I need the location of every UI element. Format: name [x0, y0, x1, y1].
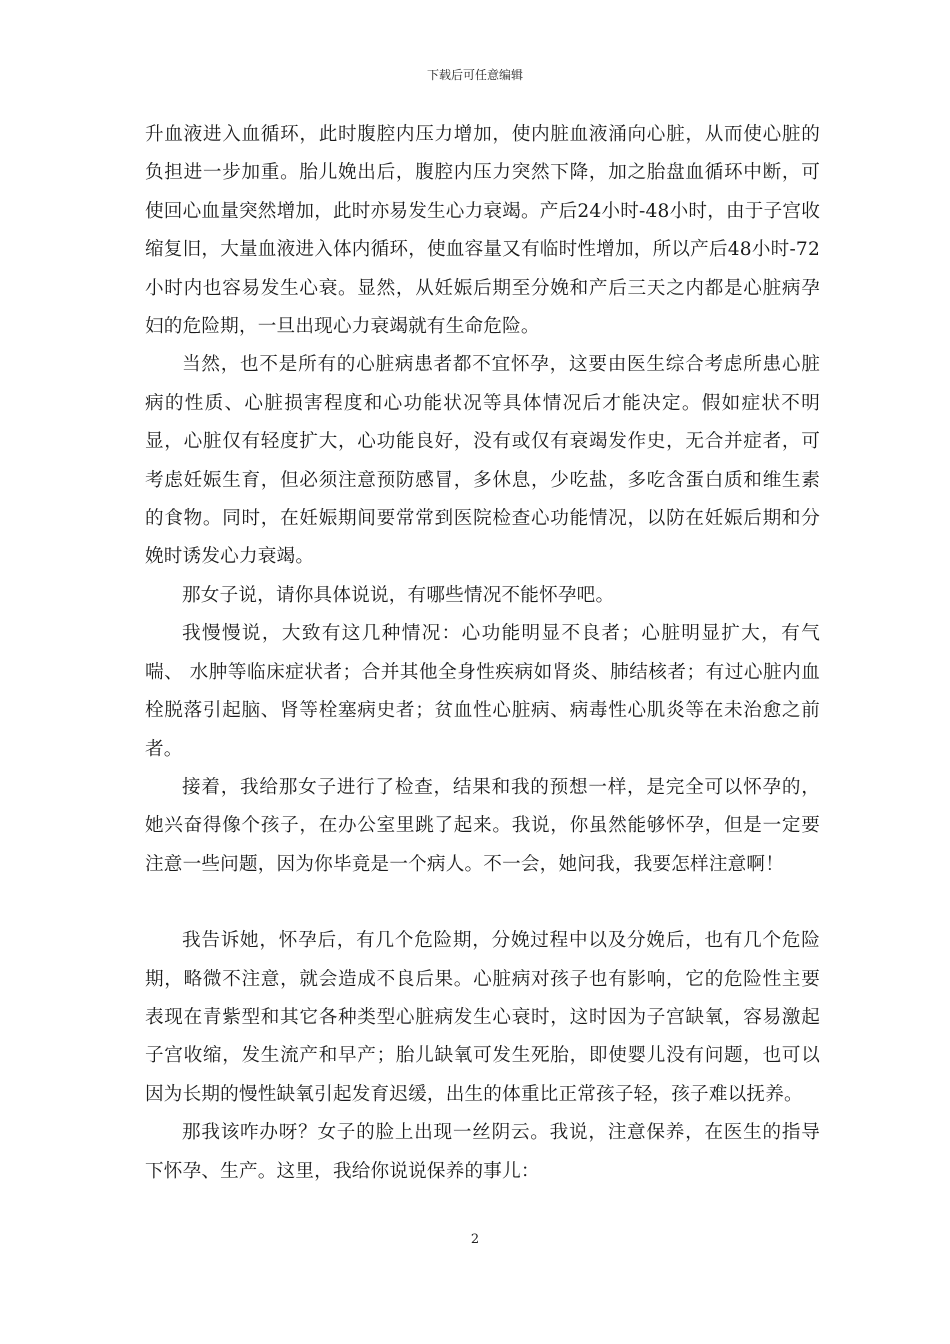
- paragraph-examination: 接着，我给那女子进行了检查，结果和我的预想一样，是完全可以怀孕的，她兴奋得像个孩子，在办公室里跳了起来。我说，你虽然能够怀孕，但是一定要注意一些问题，因为你毕竟是一个病人。不一会，她问我，我要怎样注意啊！: [145, 776, 820, 875]
- document-body: [145, 116, 820, 1191]
- page-header: 下载后可任意编辑: [426, 68, 523, 82]
- paragraph-continuation: 升血液进入血循环，此时腹腔内压力增加，使内脏血液涌向心脏，从而使心脏的负担进一步加重。胎儿娩出后，腹腔内压力突然下降，加之胎盘血循环中断，可使回心血量突然增加，此时亦易发生心力衰竭。产后24小时-48小时，由于子宫收缩复旧，大量血液进入体内循环，使血容量又有临时性增加，所以产后48小时-72小时内也容易发生心衰。显然，从妊娠后期至分娩和产后三天之内都是心脏病孕妇的危险期，一旦出现心力衰竭就有生命危险。: [145, 124, 820, 338]
- paragraph-woman-request: 那女子说，请你具体说说，有哪些情况不能怀孕吧。: [182, 584, 615, 606]
- paragraph-contraindications: 我慢慢说，大致有这几种情况：心功能明显不良者；心脏明显扩大，有气喘、 水肿等临床症状者；合并其他全身性疾病如肾炎、肺结核者；有过心脏内血栓脱落引起脑、肾等栓塞病史者；贫血性心脏病、病毒性心肌炎等在未治愈之前者。: [145, 623, 820, 760]
- paragraph-pregnancy-conditions: 当然，也不是所有的心脏病患者都不宜怀孕，这要由医生综合考虑所患心脏病的性质、心脏损害程度和心功能状况等具体情况后才能决定。假如症状不明显，心脏仅有轻度扩大，心功能良好，没有或仅有衰竭发作史，无合并症者，可考虑妊娠生育，但必须注意预防感冒，多休息，少吃盐，多吃含蛋白质和维生素的食物。同时，在妊娠期间要常常到医院检查心功能情况，以防在妊娠后期和分娩时诱发心力衰竭。: [145, 354, 820, 568]
- paragraph-care-advice: 那我该咋办呀？女子的脸上出现一丝阴云。我说，注意保养，在医生的指导下怀孕、生产。这里，我给你说说保养的事儿：: [145, 1122, 820, 1182]
- paragraph-risk-periods: 我告诉她，怀孕后，有几个危险期，分娩过程中以及分娩后，也有几个危险期，略微不注意，就会造成不良后果。心脏病对孩子也有影响，它的危险性主要表现在青紫型和其它各种类型心脏病发生心衰时，这时因为子宫缺氧，容易激起子宫收缩，发生流产和早产；胎儿缺氧可发生死胎，即使婴儿没有问题，也可以因为长期的慢性缺氧引起发育迟缓，出生的体重比正常孩子轻，孩子难以抚养。: [145, 930, 820, 1105]
- page-number: 2: [470, 1232, 480, 1247]
